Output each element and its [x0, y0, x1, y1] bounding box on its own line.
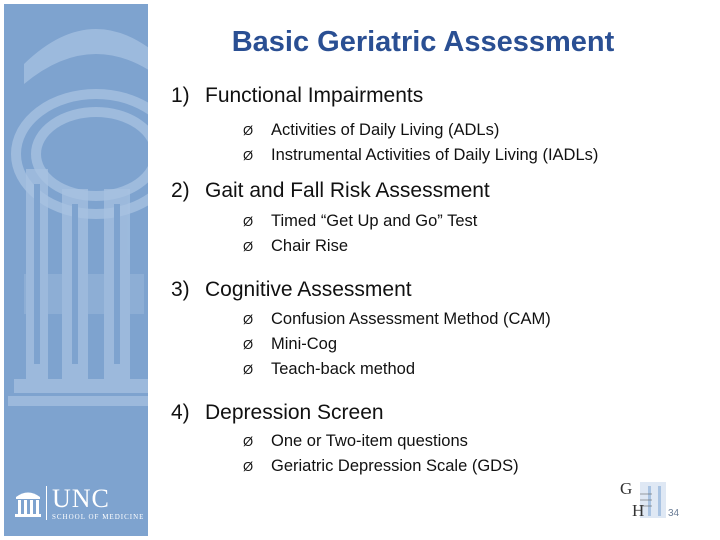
gh-letter-g: G [620, 479, 633, 498]
old-well-logo-icon [14, 488, 42, 518]
arrow-bullet-icon: Ø [243, 337, 254, 352]
arrow-bullet-icon: Ø [243, 239, 254, 254]
section-cognitive-assessment [171, 277, 551, 382]
section-heading [171, 178, 490, 204]
arrow-bullet-icon: Ø [243, 123, 254, 138]
bullet-list [171, 307, 551, 382]
bullet-list [171, 429, 519, 479]
old-well-watermark-icon [4, 4, 148, 536]
section-depression-screen [171, 400, 519, 479]
logo-divider [46, 486, 47, 520]
list-item: Ø Teach-back method [243, 357, 551, 382]
section-title: Functional Impairments [205, 84, 424, 107]
slide-title: Basic Geriatric Assessment [231, 26, 615, 58]
section-heading [171, 277, 551, 303]
page-number: 34 [668, 508, 680, 519]
section-number: 2) [171, 179, 190, 202]
list-item: Ø Timed “Get Up and Go” Test [243, 209, 490, 234]
section-number: 4) [171, 401, 190, 424]
unc-logo [8, 482, 148, 524]
section-title: Gait and Fall Risk Assessment [205, 179, 490, 202]
section-heading [171, 400, 519, 426]
section-number: 3) [171, 278, 190, 301]
bullet-list [171, 118, 598, 168]
side-bar [4, 4, 148, 536]
list-item: Ø Mini-Cog [243, 332, 551, 357]
gh-letter-h: H [632, 501, 645, 520]
section-number: 1) [171, 84, 190, 107]
list-item: Ø One or Two-item questions [243, 429, 519, 454]
arrow-bullet-icon: Ø [243, 362, 254, 377]
unc-subtitle: SCHOOL OF MEDICINE [52, 513, 145, 521]
section-functional-impairments [171, 83, 598, 168]
arrow-bullet-icon: Ø [243, 312, 254, 327]
list-item: Ø Confusion Assessment Method (CAM) [243, 307, 551, 332]
unc-wordmark: UNC [52, 484, 110, 513]
arrow-bullet-icon: Ø [243, 434, 254, 449]
section-title: Depression Screen [205, 401, 384, 424]
list-item: Ø Geriatric Depression Scale (GDS) [243, 454, 519, 479]
list-item: Ø Activities of Daily Living (ADLs) [243, 118, 598, 143]
arrow-bullet-icon: Ø [243, 214, 254, 229]
section-gait-fall-risk [171, 178, 490, 259]
section-title: Cognitive Assessment [205, 278, 412, 301]
list-item: Ø Chair Rise [243, 234, 490, 259]
section-heading [171, 83, 598, 109]
geriatrics-health-logo-icon [618, 476, 668, 522]
list-item: Ø Instrumental Activities of Daily Living (IADLs) [243, 143, 598, 168]
arrow-bullet-icon: Ø [243, 459, 254, 474]
bullet-list [171, 209, 490, 259]
arrow-bullet-icon: Ø [243, 148, 254, 163]
